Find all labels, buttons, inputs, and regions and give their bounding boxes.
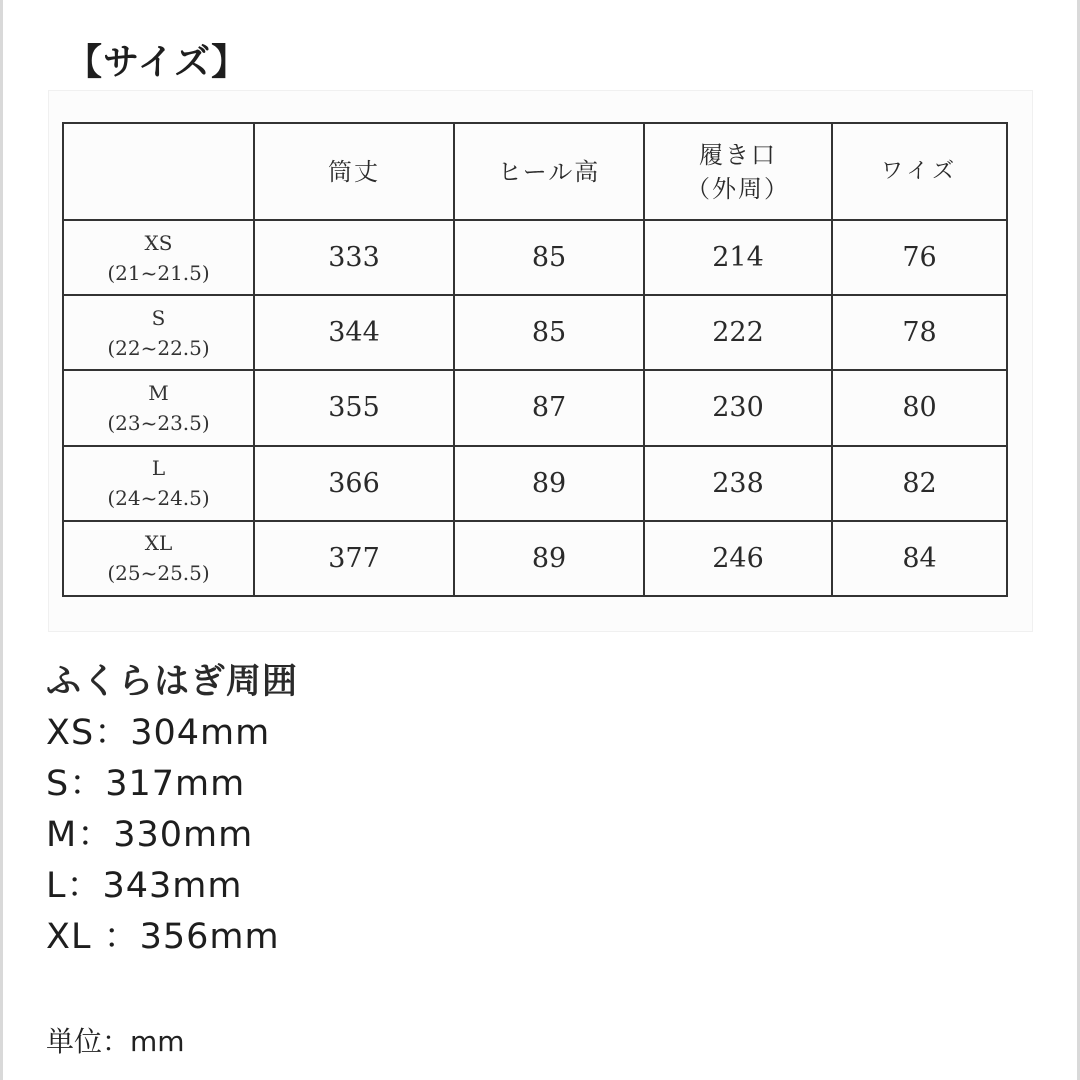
size-name: XL xyxy=(144,531,173,556)
opening-value: 238 xyxy=(644,446,832,521)
size-label xyxy=(63,446,254,521)
header-opening-line1: 履き口 xyxy=(699,140,777,169)
heel-height-value: 89 xyxy=(454,446,644,521)
size-range: (23~23.5) xyxy=(107,410,210,435)
size-label xyxy=(63,220,254,295)
opening-value: 230 xyxy=(644,370,832,445)
table-row xyxy=(63,370,1007,445)
header-opening-circumference xyxy=(644,123,832,220)
opening-value: 214 xyxy=(644,220,832,295)
table-header-row xyxy=(63,123,1007,220)
width-value: 76 xyxy=(832,220,1007,295)
width-value: 82 xyxy=(832,446,1007,521)
opening-value: 246 xyxy=(644,521,832,596)
section-title: 【サイズ】 xyxy=(66,42,249,83)
size-table xyxy=(62,122,1008,597)
shaft-height-value: 344 xyxy=(254,295,454,370)
shaft-height-value: 377 xyxy=(254,521,454,596)
calf-line: M：330mm xyxy=(46,815,254,855)
size-name: XS xyxy=(144,230,173,255)
size-label xyxy=(63,370,254,445)
shaft-height-value: 366 xyxy=(254,446,454,521)
calf-line: XS：304mm xyxy=(46,713,271,753)
size-range: (25~25.5) xyxy=(107,561,210,586)
size-chart-image xyxy=(48,90,1033,632)
calf-line: S：317mm xyxy=(46,764,246,804)
table-row xyxy=(63,295,1007,370)
heel-height-value: 85 xyxy=(454,220,644,295)
calf-circumference-section xyxy=(46,656,298,963)
calf-title: ふくらはぎ周囲 xyxy=(46,662,299,702)
header-width: ワイズ xyxy=(832,123,1007,220)
shaft-height-value: 333 xyxy=(254,220,454,295)
header-heel-height: ヒール高 xyxy=(454,123,644,220)
size-name: M xyxy=(148,380,169,405)
size-label xyxy=(63,521,254,596)
size-range: (22~22.5) xyxy=(107,335,210,360)
width-value: 80 xyxy=(832,370,1007,445)
size-label xyxy=(63,295,254,370)
heel-height-value: 87 xyxy=(454,370,644,445)
size-range: (24~24.5) xyxy=(107,486,210,511)
unit-note: 単位：mm xyxy=(46,1025,185,1058)
table-row xyxy=(63,521,1007,596)
header-opening-line2: （外周） xyxy=(686,174,790,203)
heel-height-value: 89 xyxy=(454,521,644,596)
left-edge xyxy=(0,0,3,1080)
calf-line: XL ：356mm xyxy=(46,917,280,957)
table-row xyxy=(63,446,1007,521)
heel-height-value: 85 xyxy=(454,295,644,370)
header-shaft-height: 筒丈 xyxy=(254,123,454,220)
shaft-height-value: 355 xyxy=(254,370,454,445)
header-corner xyxy=(63,123,254,220)
table-row xyxy=(63,220,1007,295)
opening-value: 222 xyxy=(644,295,832,370)
width-value: 78 xyxy=(832,295,1007,370)
size-name: S xyxy=(151,305,166,330)
width-value: 84 xyxy=(832,521,1007,596)
size-range: (21~21.5) xyxy=(107,260,210,285)
size-name: L xyxy=(151,456,166,481)
calf-line: L：343mm xyxy=(46,866,243,906)
